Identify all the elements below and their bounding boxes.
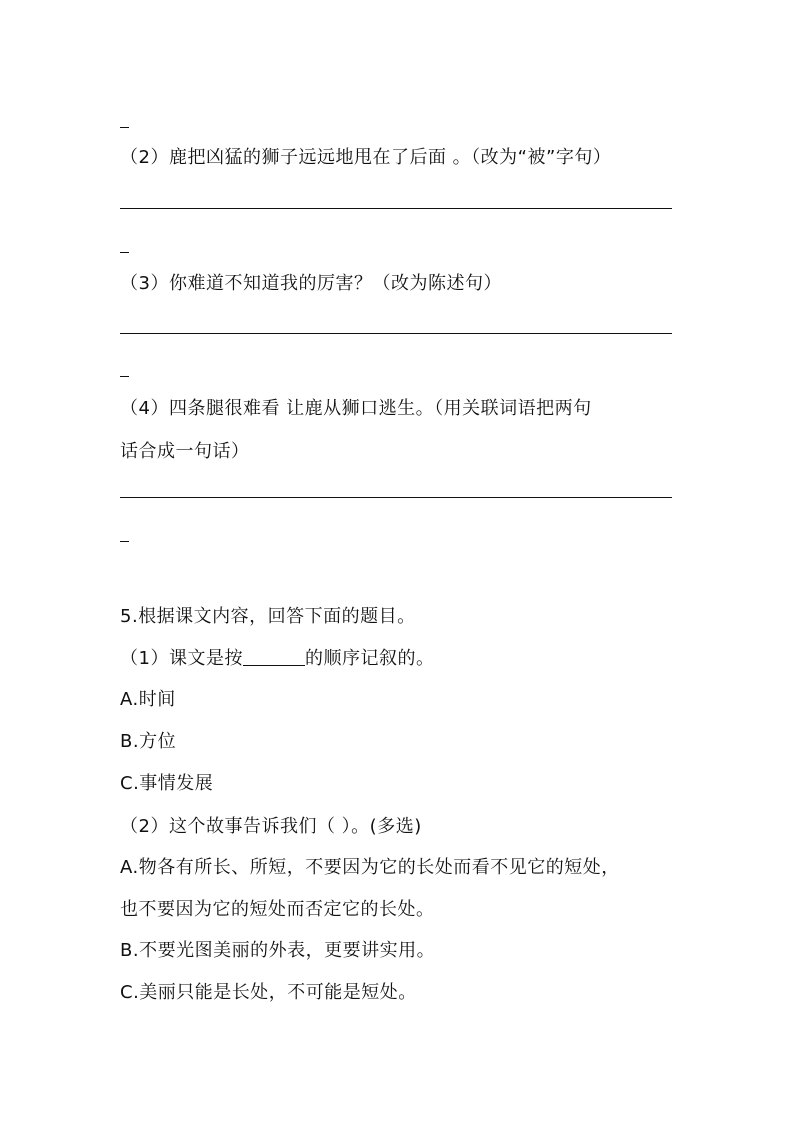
option-c: C.美丽只能是长处，不可能是短处。 [120,982,417,1003]
answer-line[interactable] [120,208,672,209]
question-5-sub-1 [120,647,720,671]
option-a-line-2: 也不要因为它的短处而否定它的长处。 [120,899,435,920]
question-5-heading: 5.根据课文内容，回答下面的题目。 [120,606,416,627]
option-a-line-1: A.物各有所长、所短，不要因为它的长处而看不见它的短处， [120,857,620,878]
question-5-sub-2: （2）这个故事告诉我们（ ）。(多选) [120,816,422,837]
answer-line-stub [120,252,129,253]
option-b: B.方位 [120,731,177,752]
option-c: C.事情发展 [120,773,214,794]
fill-in-blank[interactable] [243,665,305,666]
option-b: B.不要光图美丽的外表，更要讲实用。 [120,940,436,961]
option-a: A.时间 [120,689,176,710]
question-4-item-2: （2）鹿把凶猛的狮子远远地甩在了后面 。（改为“被”字句） [120,147,612,168]
answer-line-stub [120,376,129,377]
sub-1-suffix: 的顺序记叙的。 [304,648,435,669]
answer-line-stub [120,541,129,542]
answer-line-stub [120,127,129,128]
question-4-item-4-line-1: （4）四条腿很难看 让鹿从狮口逃生。（用关联词语把两句 [120,398,592,419]
answer-line[interactable] [120,497,672,498]
sub-1-prefix: （1）课文是按 [120,648,243,669]
question-4-item-4-line-2: 话合成一句话） [120,441,250,462]
question-4-item-3: （3）你难道不知道我的厉害？（改为陈述句） [120,273,502,294]
answer-line[interactable] [120,333,672,334]
